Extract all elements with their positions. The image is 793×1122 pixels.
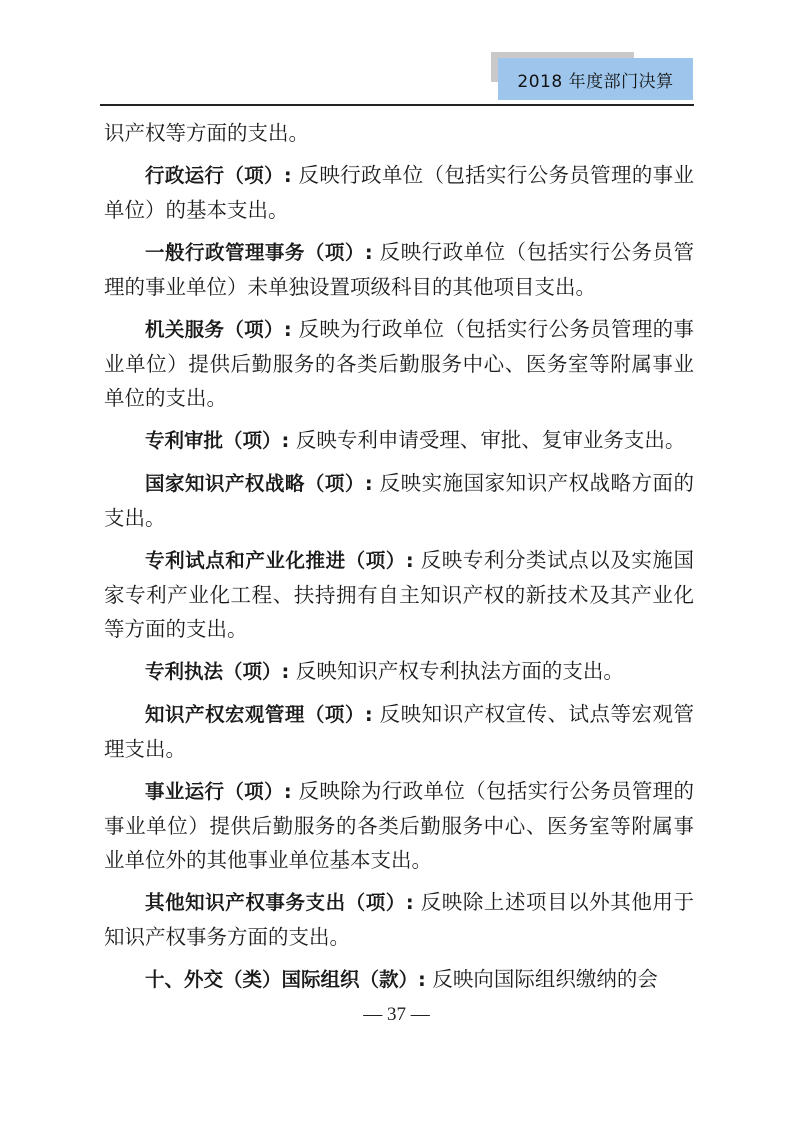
paragraph-text: 反映专利分类试点以及实施国家专利产业化工程、扶持拥有自主知识产权的新技术及其产业化等方面的支出。 — [104, 548, 694, 641]
paragraph-text: 反映向国际组织缴纳的会 — [432, 967, 658, 991]
document-body — [104, 116, 694, 1005]
paragraph-text: 反映行政单位（包括实行公务员管理的事业单位）未单独设置项级科目的其他项目支出。 — [104, 240, 694, 299]
paragraph — [104, 466, 694, 535]
paragraph — [104, 312, 694, 415]
paragraph-term: 国家知识产权战略（项）: — [145, 472, 373, 495]
paragraph-term: 事业运行（项）: — [145, 780, 292, 803]
paragraph — [104, 235, 694, 304]
paragraph-text: 反映除上述项目以外其他用于知识产权事务方面的支出。 — [104, 890, 694, 949]
paragraph-term: 知识产权宏观管理（项）: — [145, 703, 373, 726]
paragraph-text: 反映除为行政单位（包括实行公务员管理的事业单位）提供后勤服务的各类后勤服务中心、医务室等附属事业单位外的其他事业单位基本支出。 — [104, 779, 694, 872]
paragraph — [104, 158, 694, 227]
paragraph — [104, 962, 694, 997]
paragraph — [104, 116, 694, 150]
paragraph-term: 机关服务（项）: — [145, 318, 292, 341]
paragraph — [104, 885, 694, 954]
paragraph-text: 反映专利申请受理、审批、复审业务支出。 — [295, 428, 686, 452]
paragraph-text: 反映知识产权宣传、试点等宏观管理支出。 — [104, 702, 694, 761]
paragraph-term: 专利试点和产业化推进（项）: — [145, 549, 414, 572]
paragraph-text: 反映行政单位（包括实行公务员管理的事业单位）的基本支出。 — [104, 163, 694, 222]
paragraph-term: 其他知识产权事务支出（项）: — [145, 891, 414, 914]
paragraph-text: 反映实施国家知识产权战略方面的支出。 — [104, 471, 694, 530]
paragraph — [104, 697, 694, 766]
paragraph-term: 专利审批（项）: — [145, 429, 290, 452]
paragraph — [104, 654, 694, 689]
paragraph-text: 反映为行政单位（包括实行公务员管理的事业单位）提供后勤服务的各类后勤服务中心、医务室等附属事业单位的支出。 — [104, 317, 694, 410]
page-number: — 37 — — [363, 1004, 430, 1025]
paragraph-term: 十、外交（类）国际组织（款）: — [145, 968, 426, 991]
document-header-title: 2018 年度部门决算 — [498, 58, 693, 100]
paragraph-term: 行政运行（项）: — [145, 164, 292, 187]
paragraph — [104, 423, 694, 458]
paragraph-text: 反映知识产权专利执法方面的支出。 — [295, 659, 624, 683]
paragraph — [104, 543, 694, 646]
paragraph — [104, 774, 694, 877]
paragraph-text: 识产权等方面的支出。 — [104, 121, 309, 145]
paragraph-term: 一般行政管理事务（项）: — [145, 241, 373, 264]
paragraph-term: 专利执法（项）: — [145, 660, 290, 683]
header-divider — [100, 104, 694, 106]
